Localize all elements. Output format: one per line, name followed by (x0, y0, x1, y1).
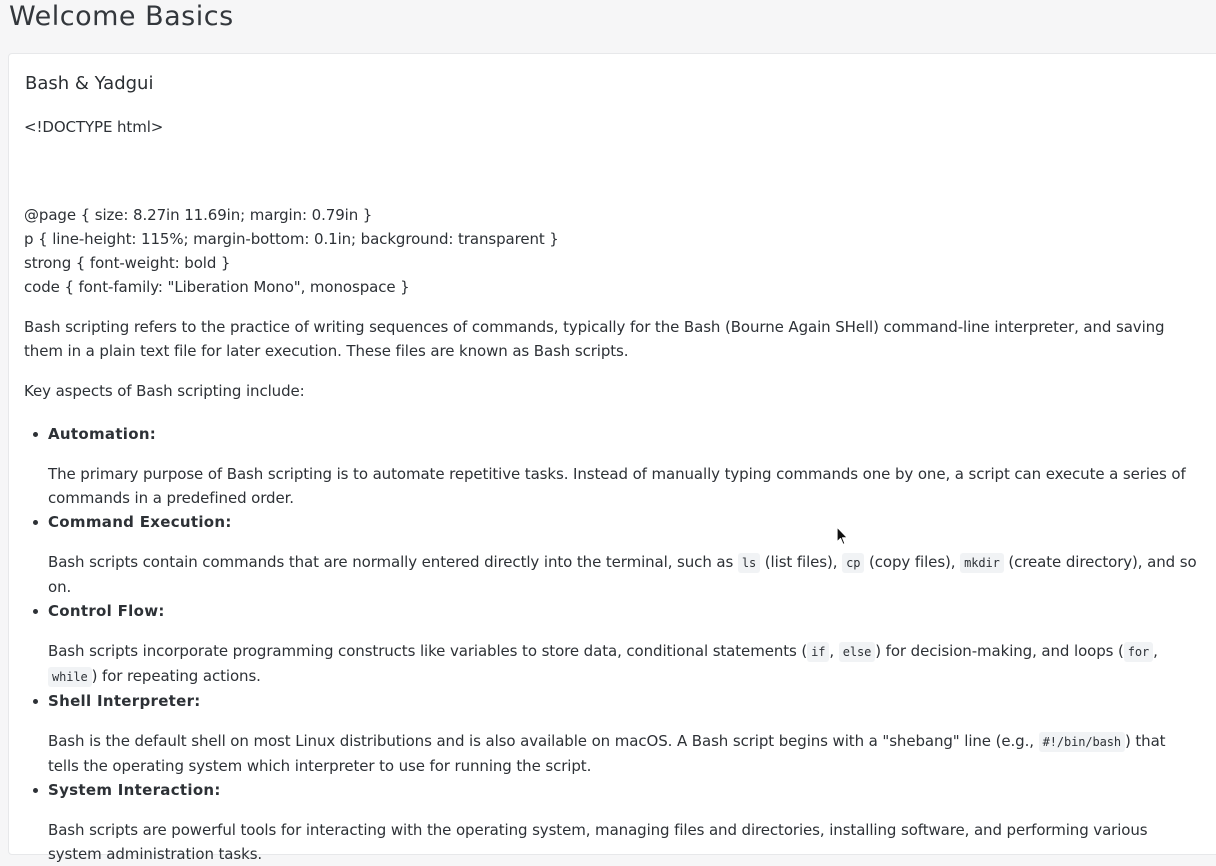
inline-code: if (807, 642, 829, 662)
list-item-heading: Command Execution: (48, 510, 1198, 534)
text-run: Bash scripts contain commands that are normally entered directly into the terminal, such as (48, 553, 738, 571)
inline-code: else (839, 642, 876, 662)
list-item-heading: Control Flow: (48, 599, 1198, 623)
text-run: ) for decision-making, and loops ( (875, 642, 1124, 660)
inline-code: #!/bin/bash (1039, 732, 1125, 752)
list-item-heading: Automation: (48, 422, 1198, 446)
css-code-block (24, 203, 1199, 299)
page-title: Welcome Basics (9, 1, 234, 32)
list-item-text (48, 639, 1198, 689)
text-run: Bash scripts are powerful tools for interacting with the operating system, managing files and directories, installing software, and performing various system administration tasks. (48, 821, 1148, 863)
list-item (48, 422, 1198, 510)
list-item-text (48, 550, 1198, 599)
list-item (48, 599, 1198, 689)
list-item-text (48, 729, 1198, 778)
inline-code: while (48, 667, 92, 687)
text-run: , (1153, 642, 1158, 660)
inline-code: for (1124, 642, 1153, 662)
list-item (48, 510, 1198, 599)
css-line: strong { font-weight: bold } (24, 254, 231, 272)
mouse-pointer-icon (836, 526, 850, 546)
text-run: Bash scripts incorporate programming constructs like variables to store data, conditional statements ( (48, 642, 808, 660)
inline-code: mkdir (960, 553, 1004, 573)
inline-code: ls (738, 553, 760, 573)
text-run: Bash is the default shell on most Linux distributions and is also available on macOS. A Bash script begins with a "shebang" line (e.g., (48, 732, 1039, 750)
list-item (48, 778, 1198, 866)
text-run: (copy files), (864, 553, 961, 571)
intro-paragraph: Bash scripting refers to the practice of writing sequences of commands, typically for the Bash (Bourne Again SHell) command-line interpreter, and saving them in a plain text file for later execution. These files are known as Bash scripts. (24, 318, 1165, 360)
css-line: @page { size: 8.27in 11.69in; margin: 0.79in } (24, 206, 373, 224)
list-item-heading: System Interaction: (48, 778, 1198, 802)
css-line: code { font-family: "Liberation Mono", monospace } (24, 278, 410, 296)
list-item (48, 689, 1198, 778)
css-line: p { line-height: 115%; margin-bottom: 0.1in; background: transparent } (24, 230, 559, 248)
list-item-heading: Shell Interpreter: (48, 689, 1198, 713)
text-run: (create directory), and so on. (48, 553, 1197, 596)
doctype-line: <!DOCTYPE html> (24, 118, 164, 136)
text-run: The primary purpose of Bash scripting is to automate repetitive tasks. Instead of manually typing commands one by one, a script can execute a series of commands in a predefined order. (48, 465, 1186, 507)
content-card (8, 53, 1216, 863)
card-title: Bash & Yadgui (25, 73, 154, 94)
key-aspects-paragraph: Key aspects of Bash scripting include: (24, 382, 305, 400)
text-run: , (829, 642, 839, 660)
inline-code: cp (842, 553, 864, 573)
key-aspects-list (48, 422, 1198, 866)
text-run: ) that tells the operating system which interpreter to use for running the script. (48, 732, 1166, 775)
text-run: (list files), (760, 553, 843, 571)
text-run: ) for repeating actions. (91, 667, 261, 685)
list-item-text (48, 462, 1198, 510)
list-item-text (48, 818, 1198, 866)
